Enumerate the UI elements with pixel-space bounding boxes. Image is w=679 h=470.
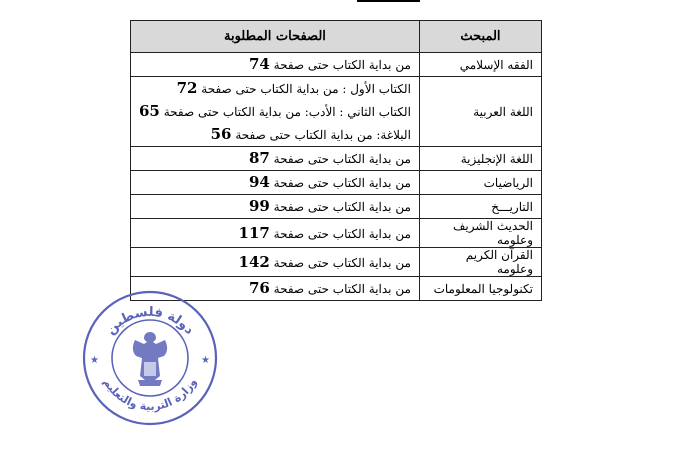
subject-cell: اللغة الإنجليزية	[419, 147, 541, 171]
ministry-stamp	[80, 288, 220, 428]
page-number: 142	[238, 252, 270, 271]
page-number: 117	[238, 223, 270, 242]
top-rule	[357, 0, 420, 2]
subject-cell: الحديث الشريف وعلومه	[419, 219, 541, 248]
pages-cell	[131, 219, 420, 248]
table-row	[131, 248, 542, 277]
pages-cell	[131, 77, 420, 147]
pages-line-text: من بداية الكتاب حتى صفحة	[273, 226, 411, 241]
table-body	[131, 53, 542, 301]
pages-line-text: البلاغة: من بداية الكتاب حتى صفحة	[235, 128, 411, 142]
table-row	[131, 171, 542, 195]
subject-cell: تكنولوجيا المعلومات	[419, 277, 541, 301]
header-subject: المبحث	[419, 21, 541, 53]
subject-cell: الرياضيات	[419, 171, 541, 195]
pages-cell	[131, 248, 420, 277]
pages-line	[139, 222, 411, 245]
page-number: 74	[248, 55, 270, 73]
pages-line	[139, 77, 411, 100]
subject-cell: اللغة العربية	[419, 77, 541, 147]
eagle-emblem-icon	[133, 332, 167, 386]
pages-line	[139, 171, 411, 194]
table-row	[131, 53, 542, 77]
page-number: 94	[248, 173, 270, 191]
pages-line	[139, 147, 411, 170]
pages-line-text: من بداية الكتاب حتى صفحة	[273, 200, 411, 214]
pages-line	[139, 251, 411, 274]
pages-line-text: من بداية الكتاب حتى صفحة	[273, 255, 411, 270]
pages-line	[139, 100, 411, 123]
pages-line	[139, 123, 411, 146]
stamp-star-right: ★	[201, 355, 210, 366]
page-number: 87	[248, 149, 270, 167]
stamp-top-text: دولة فلسطين	[103, 304, 197, 338]
table-row	[131, 77, 542, 147]
pages-cell	[131, 195, 420, 219]
table-row	[131, 147, 542, 171]
pages-line-text: الكتاب الأول : من بداية الكتاب حتى صفحة	[201, 82, 411, 96]
pages-cell	[131, 171, 420, 195]
pages-line-text: من بداية الكتاب حتى صفحة	[273, 58, 411, 72]
table-header-row	[131, 21, 542, 53]
pages-line-text: من بداية الكتاب حتى صفحة	[273, 176, 411, 190]
pages-line	[139, 53, 411, 76]
page-number: 56	[210, 125, 232, 143]
page-number: 65	[139, 102, 160, 120]
subject-cell: القرآن الكريم وعلومه	[419, 248, 541, 277]
subject-cell: التاريـــخ	[419, 195, 541, 219]
subject-cell: الفقه الإسلامي	[419, 53, 541, 77]
page-number: 76	[248, 279, 270, 297]
page-number: 99	[248, 197, 270, 215]
stamp-bottom-text: وزارة التربية والتعليم	[100, 376, 200, 414]
page-number: 72	[176, 79, 198, 97]
pages-line-text: من بداية الكتاب حتى صفحة	[273, 152, 411, 166]
table-row	[131, 195, 542, 219]
pages-cell	[131, 147, 420, 171]
header-pages: الصفحات المطلوبة	[131, 21, 420, 53]
pages-cell	[131, 53, 420, 77]
stamp-star-left: ★	[90, 355, 99, 366]
pages-line-text: الكتاب الثاني : الأدب: من بداية الكتاب حتى صفحة	[163, 105, 411, 119]
syllabus-table	[130, 20, 542, 301]
pages-line-text: من بداية الكتاب حتى صفحة	[273, 282, 411, 296]
pages-line	[139, 195, 411, 218]
table-row	[131, 219, 542, 248]
